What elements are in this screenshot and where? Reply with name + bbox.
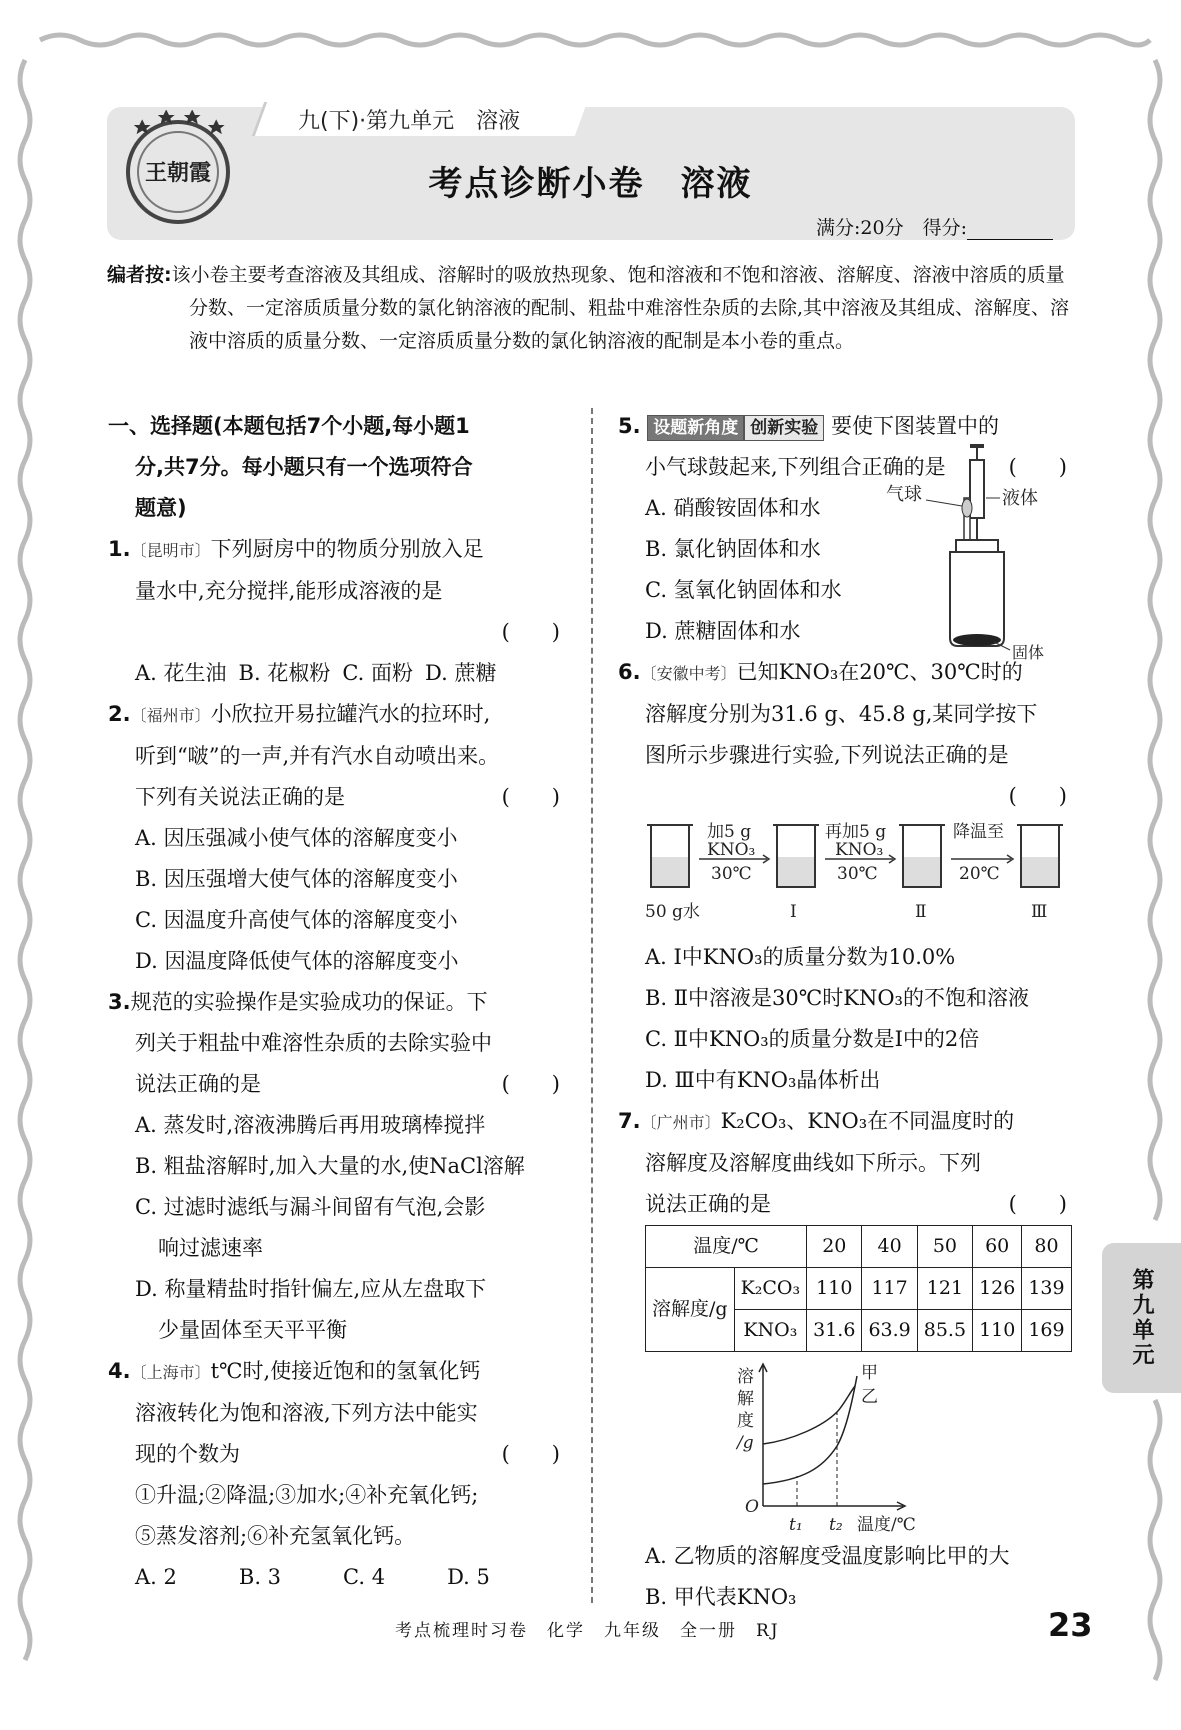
table-header-cell: 50 <box>917 1226 972 1268</box>
table-row <box>646 1268 1072 1310</box>
question-number: 6. <box>618 660 641 684</box>
question-source: 〔广州市〕 <box>640 1113 721 1132</box>
option-b[interactable]: B. 因压强增大使气体的溶解度变小 <box>135 867 458 891</box>
question-number: 5. <box>618 414 641 438</box>
question-number: 1. <box>108 537 131 561</box>
answer-paren[interactable]: ( ) <box>501 1442 560 1466</box>
question-6 <box>618 652 1073 1101</box>
step1-top-label: 加5 g <box>707 822 752 842</box>
column-divider <box>591 408 593 1603</box>
step2-mid-label: KNO₃ <box>835 840 884 860</box>
score-blank[interactable] <box>967 221 1053 240</box>
table-header-cell: 温度/℃ <box>646 1226 807 1268</box>
option-b[interactable]: B. 氯化钠固体和水 <box>645 537 821 561</box>
balloon-apparatus-figure <box>886 440 1066 660</box>
question-stem: 小欣拉开易拉罐汽水的拉环时, <box>210 702 491 726</box>
graph-t1: t₁ <box>789 1515 803 1535</box>
answer-paren[interactable]: ( ) <box>501 1072 560 1096</box>
page-title: 考点诊断小卷 溶液 <box>428 164 753 204</box>
option-d[interactable]: D. 称量精盐时指针偏左,应从左盘取下 <box>135 1277 487 1301</box>
kno3-steps-figure <box>645 817 1085 937</box>
question-number: 4. <box>108 1359 131 1383</box>
series-label: 九(下)·第九单元 溶液 <box>298 109 521 134</box>
option-a[interactable]: A. Ⅰ中KNO₃的质量分数为10.0% <box>645 945 956 969</box>
question-source: 〔福州市〕 <box>130 706 211 725</box>
question-stem: 溶解度分别为31.6 g、45.8 g,某同学按下 <box>645 702 1038 726</box>
question-stem: 现的个数为 <box>135 1442 240 1466</box>
question-stem: 要使下图装置中的 <box>830 414 999 438</box>
step3-bottom-label: 20℃ <box>959 864 1000 884</box>
table-cell: 139 <box>1022 1268 1071 1310</box>
question-1 <box>108 529 566 694</box>
question-source: 〔上海市〕 <box>130 1363 211 1382</box>
option-b[interactable]: B. 粗盐溶解时,加入大量的水,使NaCl溶解 <box>135 1154 525 1178</box>
option-a[interactable]: A. 硝酸铵固体和水 <box>645 496 821 520</box>
beaker-2-label: Ⅱ <box>915 902 927 922</box>
question-stem: 规范的实验操作是实验成功的保证。下 <box>130 990 488 1014</box>
table-header-cell: 20 <box>807 1226 862 1268</box>
option-c-continued: 响过滤速率 <box>158 1236 263 1260</box>
liquid-label: 液体 <box>1002 488 1038 509</box>
question-stem: 下列厨房中的物质分别放入足 <box>210 537 484 561</box>
option-c[interactable]: C. 4 <box>343 1565 386 1589</box>
section-title-line: 分,共7分。每小题只有一个选项符合 <box>135 455 473 479</box>
page-number: 23 <box>1048 1606 1093 1644</box>
question-5 <box>618 406 1073 660</box>
option-c[interactable]: C. 氢氧化钠固体和水 <box>645 578 842 602</box>
option-c[interactable]: C. 过滤时滤纸与漏斗间留有气泡,会影 <box>135 1195 486 1219</box>
question-number: 3. <box>108 990 131 1014</box>
option-b[interactable]: B. 花椒粉 <box>238 661 331 685</box>
unit-side-tab: 第九单元 <box>1102 1243 1181 1393</box>
option-d-continued: 少量固体至天平平衡 <box>158 1318 347 1342</box>
answer-paren[interactable]: ( ) <box>501 785 560 809</box>
beaker-1-label: Ⅰ <box>790 902 797 922</box>
question-stem: t℃时,使接近饱和的氢氧化钙 <box>210 1359 481 1383</box>
curve-b-label: 乙 <box>861 1387 878 1407</box>
graph-ylabel-4: /g <box>737 1433 754 1453</box>
question-stem: 列关于粗盐中难溶性杂质的去除实验中 <box>135 1031 492 1055</box>
footer: 考点梳理时习卷 化学 九年级 全一册 RJ <box>395 1621 780 1641</box>
table-header-cell: 80 <box>1022 1226 1071 1268</box>
step1-mid-label: KNO₃ <box>707 840 756 860</box>
table-cell: 110 <box>807 1268 862 1310</box>
answer-paren[interactable]: ( ) <box>1008 455 1067 479</box>
option-a[interactable]: A. 2 <box>135 1565 177 1589</box>
question-stem: 说法正确的是 <box>645 1192 771 1216</box>
option-a[interactable]: A. 花生油 <box>135 661 227 685</box>
option-b[interactable]: B. 甲代表KNO₃ <box>645 1585 797 1609</box>
table-cell: 117 <box>862 1268 917 1310</box>
question-number: 2. <box>108 702 131 726</box>
solubility-table <box>645 1225 1072 1352</box>
option-d[interactable]: D. 蔗糖 <box>425 661 497 685</box>
methods-list: ⑤蒸发溶剂;⑥补充氢氧化钙。 <box>135 1524 416 1548</box>
table-row <box>646 1226 1072 1268</box>
question-stem: 听到“啵”的一声,并有汽水自动喷出来。 <box>135 744 500 768</box>
graph-ylabel-3: 度 <box>737 1411 754 1431</box>
graph-t2: t₂ <box>829 1515 843 1535</box>
question-stem: K₂CO₃、KNO₃在不同温度时的 <box>720 1109 1015 1133</box>
question-number: 7. <box>618 1109 641 1133</box>
question-stem: 小气球鼓起来,下列组合正确的是 <box>645 455 946 479</box>
curve-a-label: 甲 <box>861 1363 878 1383</box>
question-4 <box>108 1351 566 1598</box>
step1-bottom-label: 30℃ <box>711 864 752 884</box>
question-3 <box>108 982 566 1351</box>
table-row-label: KNO₃ <box>734 1310 807 1352</box>
graph-ylabel-2: 解 <box>737 1389 754 1409</box>
editor-note-label: 编者按: <box>107 264 172 286</box>
balloon-label: 气球 <box>886 484 922 505</box>
step3-top-label: 降温至 <box>953 822 1004 842</box>
table-cell: 85.5 <box>917 1310 972 1352</box>
option-c[interactable]: C. Ⅱ中KNO₃的质量分数是Ⅰ中的2倍 <box>645 1027 980 1051</box>
table-cell: 63.9 <box>862 1310 917 1352</box>
question-7 <box>618 1101 1073 1618</box>
answer-paren[interactable]: ( ) <box>501 620 560 644</box>
left-column <box>108 406 566 1598</box>
table-header-cell: 40 <box>862 1226 917 1268</box>
option-a[interactable]: A. 乙物质的溶解度受温度影响比甲的大 <box>645 1544 1010 1568</box>
answer-paren[interactable]: ( ) <box>1008 1192 1067 1216</box>
question-source: 〔昆明市〕 <box>130 541 211 560</box>
question-stem: 下列有关说法正确的是 <box>135 785 345 809</box>
logo-text: 王朝霞 <box>144 160 212 186</box>
graph-origin: O <box>745 1497 759 1517</box>
option-d[interactable]: D. Ⅲ中有KNO₃晶体析出 <box>645 1068 881 1092</box>
options-row <box>108 653 566 694</box>
tag-new-angle: 设题新角度 <box>647 415 744 441</box>
step2-top-label: 再加5 g <box>825 822 887 842</box>
table-row-header: 溶解度/g <box>646 1268 735 1352</box>
table-cell: 110 <box>973 1310 1022 1352</box>
methods-list: ①升温;②降温;③加水;④补充氧化钙; <box>135 1483 479 1507</box>
start-label: 50 g水 <box>645 902 700 922</box>
solubility-curve-figure <box>723 1356 983 1536</box>
table-cell: 31.6 <box>807 1310 862 1352</box>
graph-xlabel: 温度/℃ <box>857 1515 916 1535</box>
solid-label: 固体 <box>1012 643 1045 660</box>
option-c[interactable]: C. 因温度升高使气体的溶解度变小 <box>135 908 458 932</box>
score-label: 满分:20分 得分: <box>816 217 967 239</box>
option-b[interactable]: B. Ⅱ中溶液是30℃时KNO₃的不饱和溶液 <box>645 986 1029 1010</box>
right-column <box>618 406 1073 1618</box>
question-2 <box>108 694 566 982</box>
question-stem: 溶液转化为饱和溶液,下列方法中能实 <box>135 1401 478 1425</box>
tag-innovative-experiment: 创新实验 <box>744 415 824 441</box>
editor-note <box>107 259 1072 358</box>
graph-ylabel-1: 溶 <box>737 1367 754 1387</box>
table-cell: 126 <box>973 1268 1022 1310</box>
question-stem: 说法正确的是 <box>135 1072 261 1096</box>
question-stem: 溶解度及溶解度曲线如下所示。下列 <box>645 1151 981 1175</box>
option-d[interactable]: D. 因温度降低使气体的溶解度变小 <box>135 949 459 973</box>
question-stem: 图所示步骤进行实验,下列说法正确的是 <box>645 743 1009 767</box>
section-title <box>108 406 566 529</box>
score-line <box>816 213 1053 240</box>
options-row <box>108 1557 566 1598</box>
section-title-line: 题意) <box>135 496 187 520</box>
option-d[interactable]: D. 蔗糖固体和水 <box>645 619 801 643</box>
section-title-line: 一、选择题(本题包括7个小题,每小题1 <box>108 414 470 438</box>
table-cell: 169 <box>1022 1310 1071 1352</box>
option-d[interactable]: D. 5 <box>447 1565 490 1589</box>
option-b[interactable]: B. 3 <box>238 1565 282 1589</box>
table-cell: 121 <box>917 1268 972 1310</box>
question-stem: 已知KNO₃在20℃、30℃时的 <box>736 660 1023 684</box>
option-c[interactable]: C. 面粉 <box>342 661 413 685</box>
answer-paren[interactable]: ( ) <box>1008 784 1067 808</box>
option-a[interactable]: A. 因压强减小使气体的溶解度变小 <box>135 826 458 850</box>
table-header-cell: 60 <box>973 1226 1022 1268</box>
option-a[interactable]: A. 蒸发时,溶液沸腾后再用玻璃棒搅拌 <box>135 1113 486 1137</box>
editor-note-text: 该小卷主要考查溶液及其组成、溶解时的吸放热现象、饱和溶液和不饱和溶液、溶解度、溶液中溶质的质量分数、一定溶质质量分数的氯化钠溶液的配制、粗盐中难溶性杂质的去除,其中溶液及其组成、溶解度、溶液中溶质的质量分数、一定溶质质量分数的氯化钠溶液的配制是本小卷的重点。 <box>171 264 1070 352</box>
question-source: 〔安徽中考〕 <box>640 664 737 683</box>
table-row-label: K₂CO₃ <box>734 1268 807 1310</box>
beaker-3-label: Ⅲ <box>1031 902 1048 922</box>
question-stem: 量水中,充分搅拌,能形成溶液的是 <box>135 579 443 603</box>
step2-bottom-label: 30℃ <box>837 864 878 884</box>
